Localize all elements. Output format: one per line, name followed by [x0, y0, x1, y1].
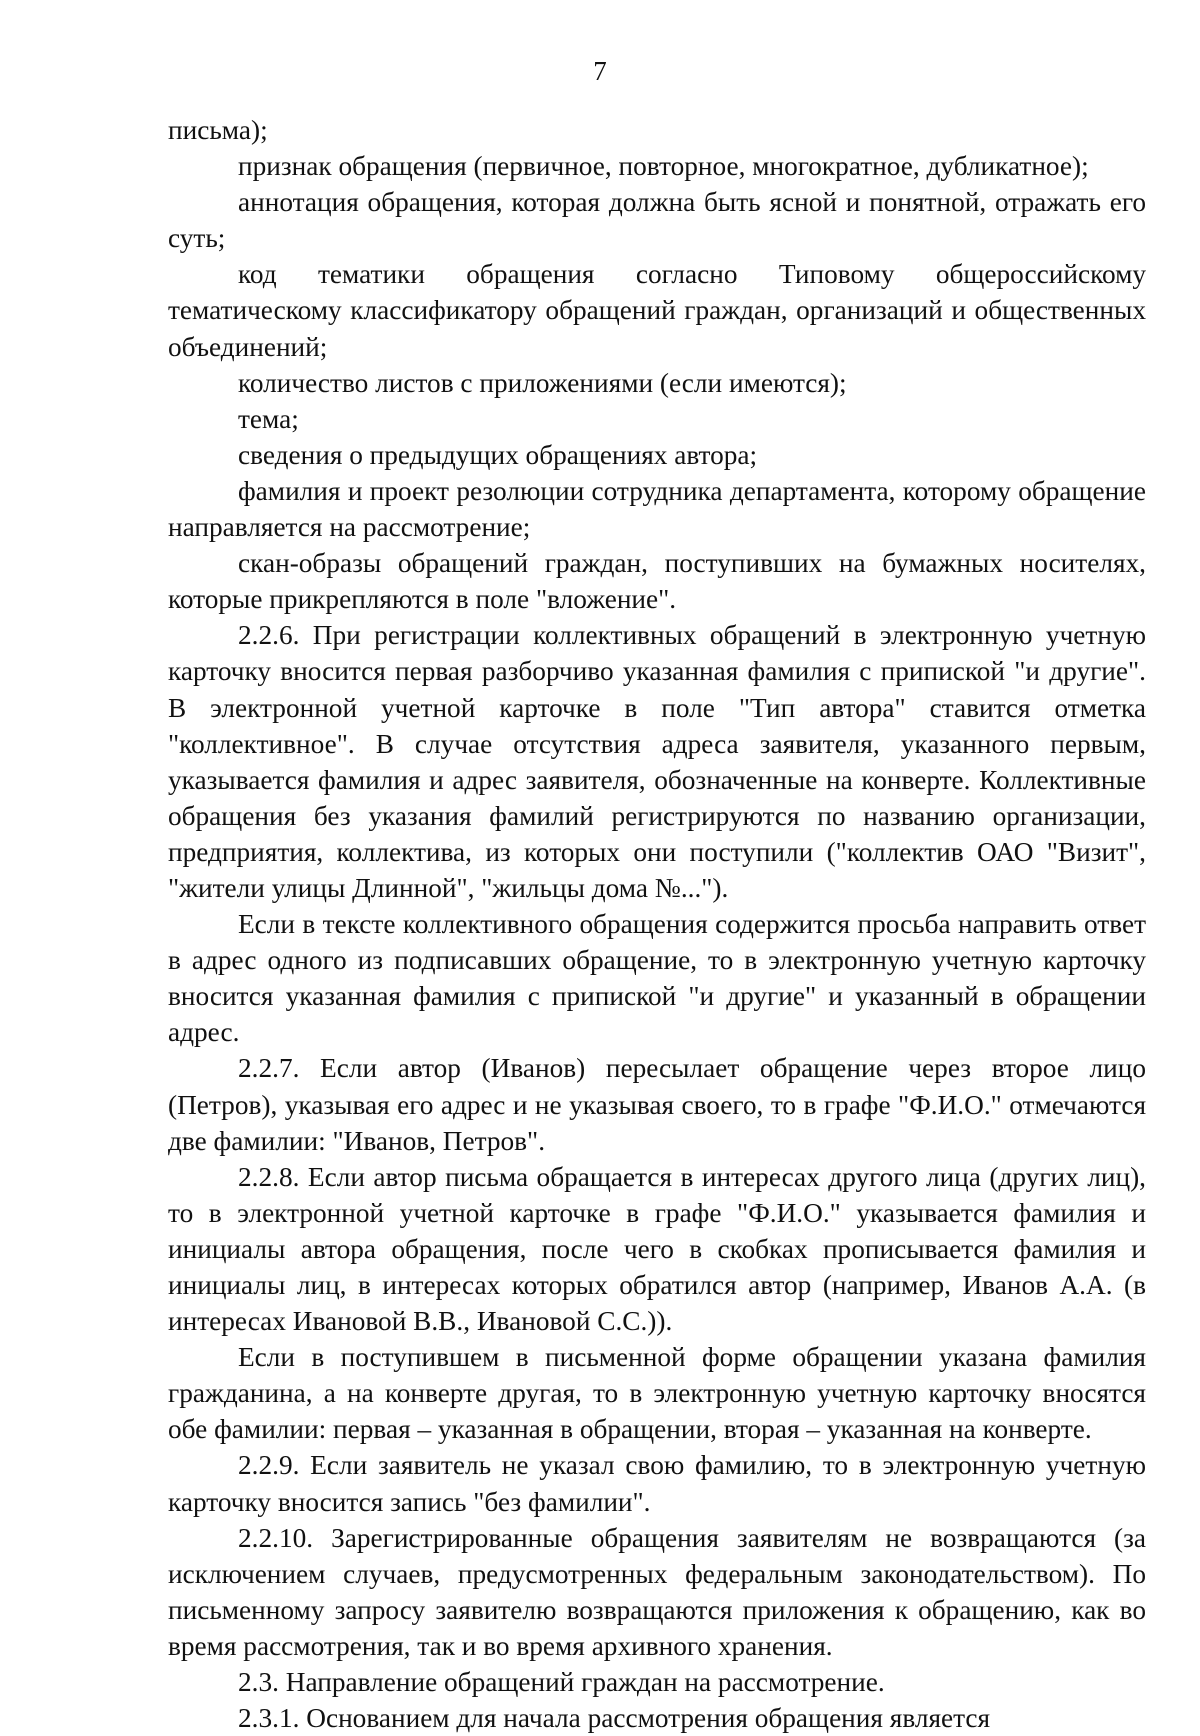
paragraph-9: скан-образы обращений граждан, поступивших на бумажных носителях, которые прикрепляются в поле "вложение".: [168, 548, 1146, 615]
page-number: 7: [593, 56, 607, 86]
paragraph-2: признак обращения (первичное, повторное, многократное, дубликатное);: [238, 151, 1089, 182]
paragraph-13: 2.2.8. Если автор письма обращается в интересах другого лица (других лиц), то в электронной учетной карточке в графе "Ф.И.О." указывается фамилия и инициалы автора обращения, после чего в скобках прописывается фамилия и инициалы лиц, в интересах которых обратился автор (например, Иванов А.А. (в интересах Ивановой В.В., Ивановой С.С.)).: [168, 1161, 1146, 1337]
paragraph-1: письма);: [168, 115, 268, 145]
paragraph-16: 2.2.10. Зарегистрированные обращения заявителям не возвращаются (за исключением случаев, предусмотренных федеральным законодательством). По письменному запросу заявителю возвращаются приложения к обращению, как во время рассмотрения, так и во время архивного хранения.: [168, 1522, 1146, 1661]
paragraph-11: Если в тексте коллективного обращения содержится просьба направить ответ в адрес одного из подписавших обращение, то в электронную учетную карточку вносится указанная фамилия с припиской "и другие" и указанный в обращении адрес.: [168, 909, 1146, 1048]
paragraph-8: фамилия и проект резолюции сотрудника департамента, которому обращение направляется на рассмотрение;: [168, 475, 1146, 543]
paragraph-15: 2.2.9. Если заявитель не указал свою фамилию, то в электронную учетную карточку вносится запись "без фамилии".: [168, 1450, 1146, 1517]
paragraph-12: 2.2.7. Если автор (Иванов) пересылает обращение через второе лицо (Петров), указывая его адрес и не указывая своего, то в графе "Ф.И.О." отмечаются две фамилии: "Иванов, Петров".: [168, 1053, 1146, 1156]
paragraph-3: аннотация обращения, которая должна быть ясной и понятной, отражать его суть;: [168, 187, 1146, 254]
paragraph-7: сведения о предыдущих обращениях автора;: [238, 439, 758, 470]
paragraph-4: код тематики обращения согласно Типовому общероссийскому тематическому классификатору обращений граждан, организаций и общественных объединений;: [168, 259, 1146, 362]
paragraph-17: 2.3. Направление обращений граждан на рассмотрение.: [238, 1667, 885, 1698]
document-body: [168, 112, 1146, 1736]
paragraph-5: количество листов с приложениями (если имеются);: [238, 367, 847, 398]
paragraph-18: 2.3.1. Основанием для начала рассмотрения обращения является: [238, 1703, 991, 1734]
paragraph-14: Если в поступившем в письменной форме обращении указана фамилия гражданина, а на конверте другая, то в электронную учетную карточку вносятся обе фамилии: первая – указанная в обращении, вторая – указанная на конверте.: [168, 1342, 1146, 1445]
paragraph-10: 2.2.6. При регистрации коллективных обращений в электронную учетную карточку вносится первая разборчиво указанная фамилия с припиской "и другие". В электронной учетной карточке в поле "Тип автора" ставится отметка "коллективное". В случае отсутствия адреса заявителя, указанного первым, указывается фамилия и адрес заявителя, обозначенные на конверте. Коллективные обращения без указания фамилий регистрируются по названию организации, предприятия, коллектива, из которых они поступили ("коллектив ОАО "Визит", "жители улицы Длинной", "жильцы дома №...").: [168, 620, 1146, 903]
paragraph-6: тема;: [238, 403, 299, 434]
